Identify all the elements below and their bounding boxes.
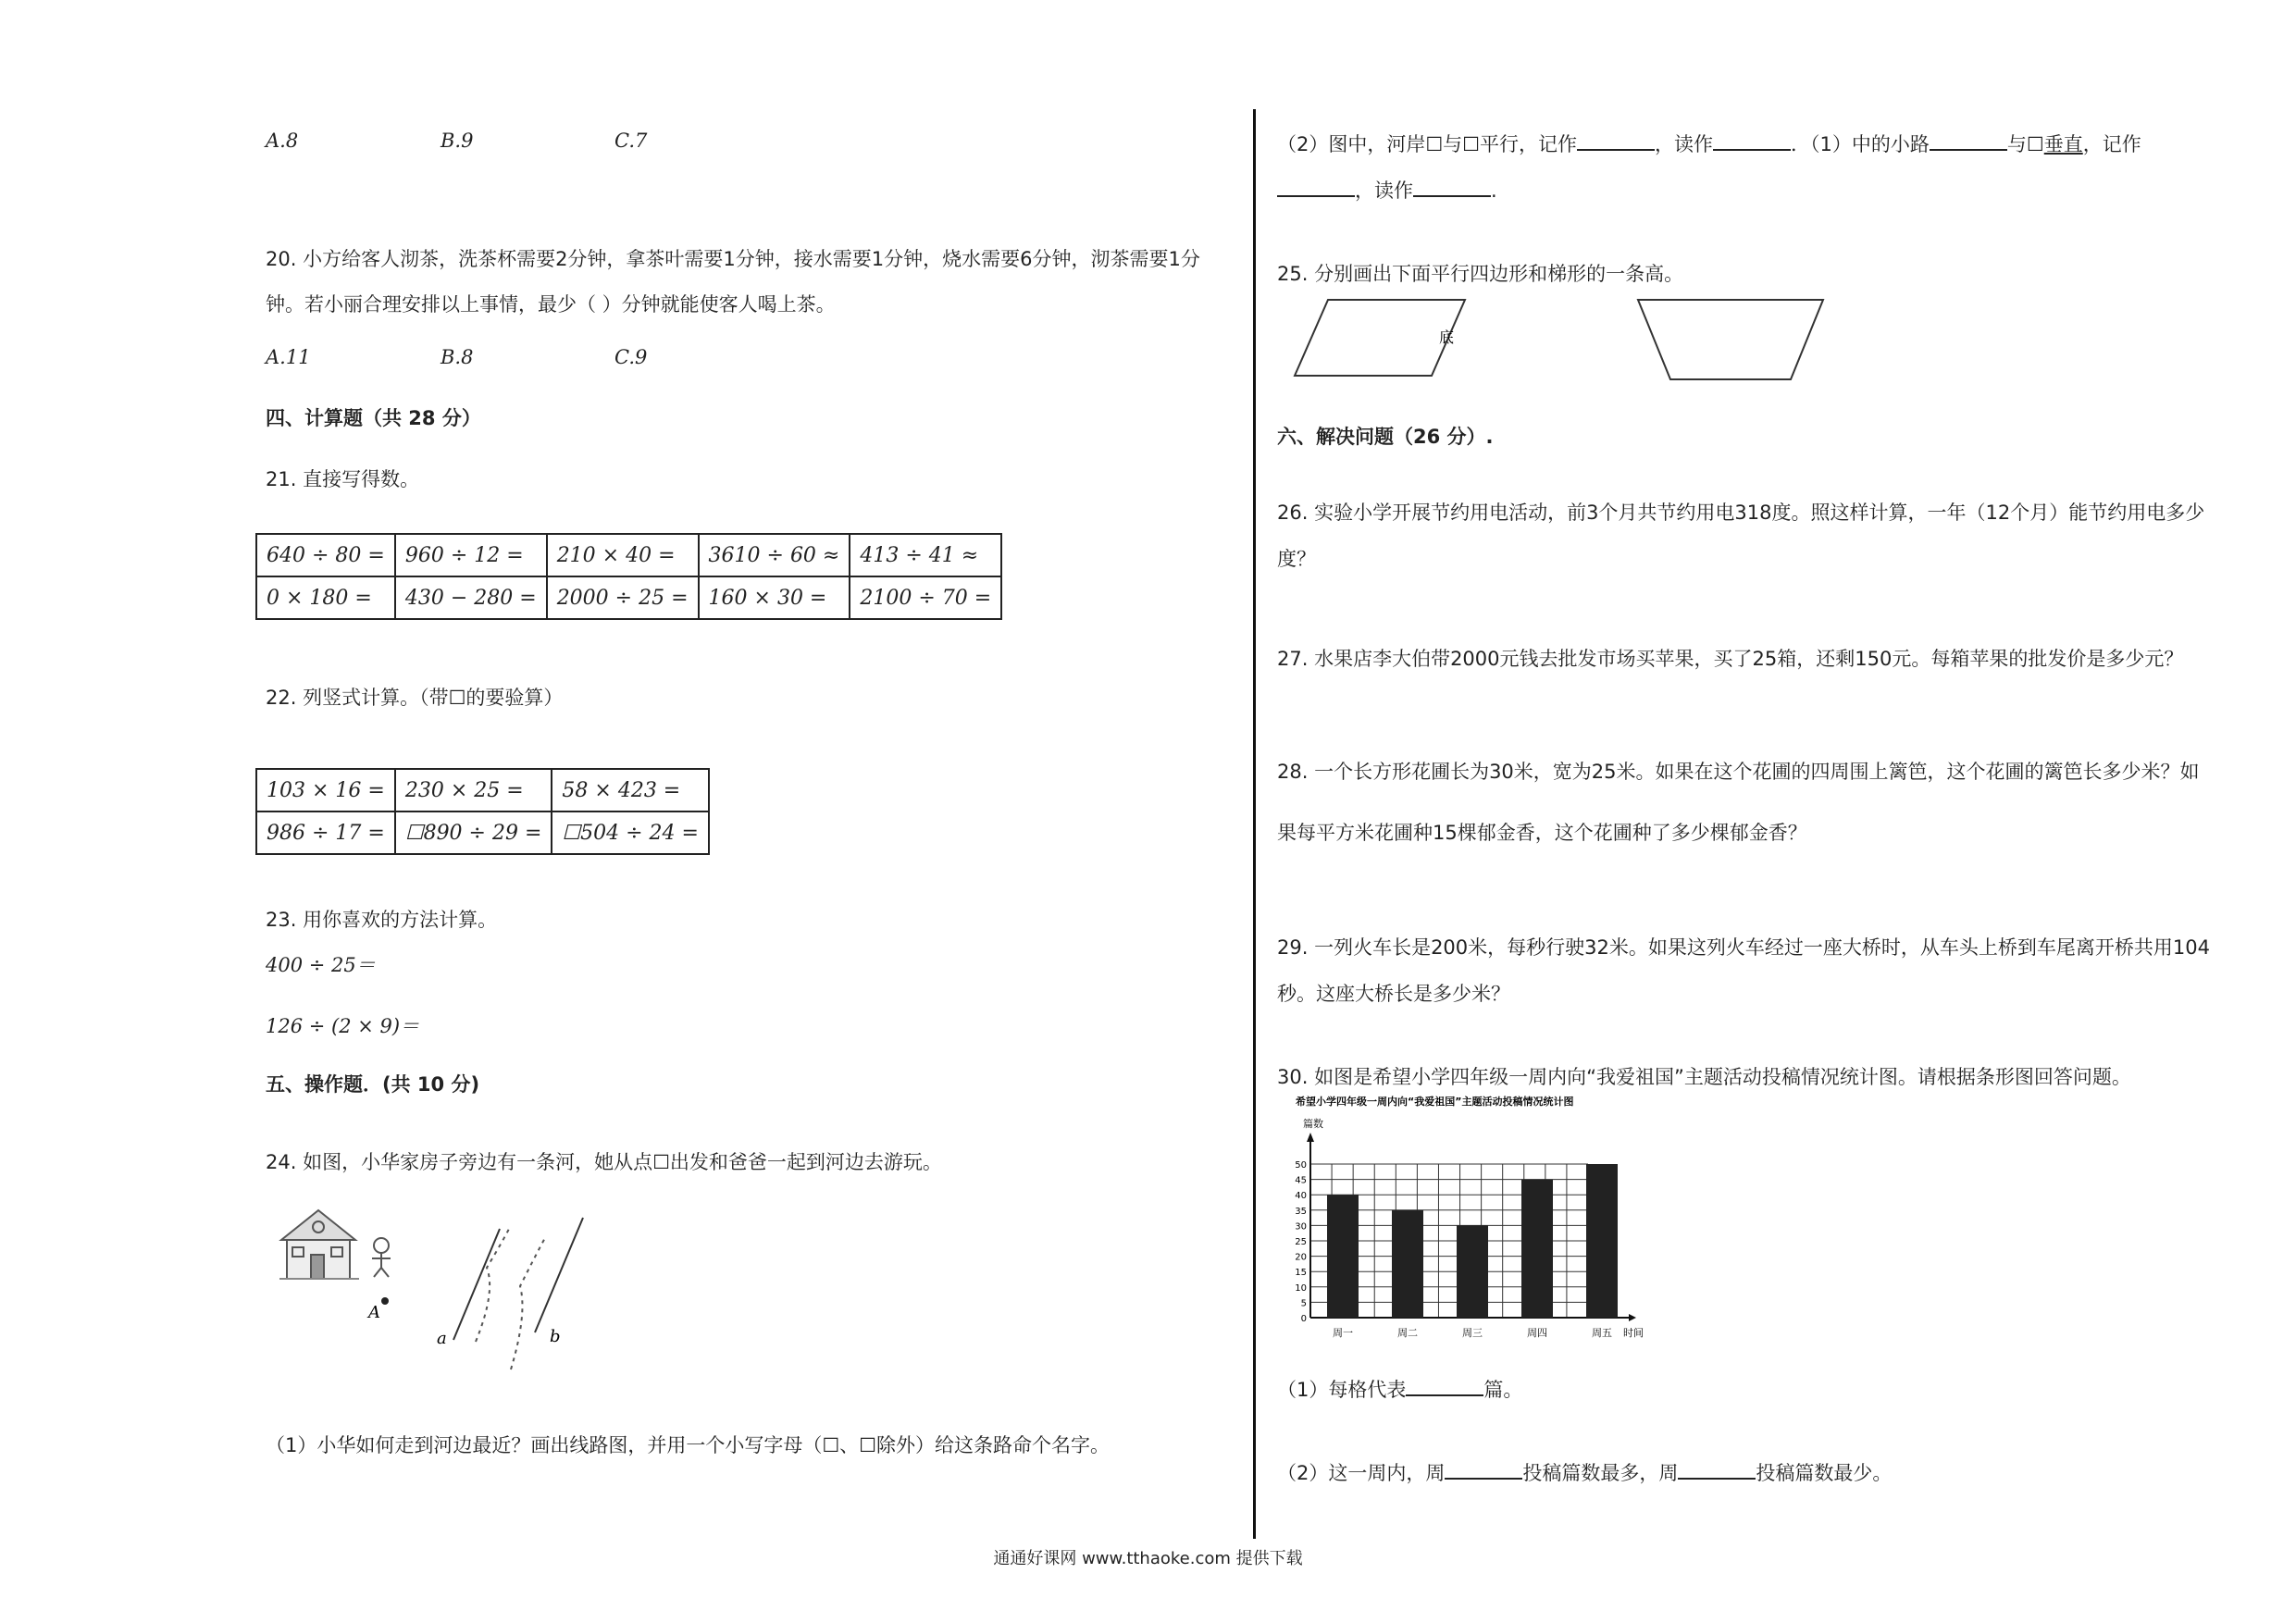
chart-ytick-label: 25 bbox=[1295, 1237, 1307, 1247]
chart-bar bbox=[1392, 1210, 1423, 1318]
base-label: 底 bbox=[1439, 328, 1455, 346]
q25-text: 25. 分别画出下面平行四边形和梯形的一条高。 bbox=[1277, 263, 1684, 285]
q25-shapes-figure bbox=[1291, 294, 1837, 387]
q29-text-line1: 29. 一列火车长是200米，每秒行驶32米。如果这列火车经过一座大桥时，从车头上桥到车尾离开桥共用104 bbox=[1277, 936, 2210, 959]
chart-xtick-label: 周二 bbox=[1397, 1327, 1418, 1339]
q28-text-line1: 28. 一个长方形花圃长为30米，宽为25米。如果在这个花圃的四周围上篱笆，这个花圃的篱笆长多少米？如 bbox=[1277, 761, 2200, 783]
q30-sub1-part: （1）每格代表 bbox=[1277, 1379, 1407, 1401]
q24-sub2-part: ．（1）中的小路 bbox=[1791, 133, 1930, 155]
answer-blank[interactable] bbox=[1678, 1478, 1756, 1480]
q21-cell: 0 × 180 = bbox=[256, 576, 395, 619]
chart-ylabel: 篇数 bbox=[1303, 1118, 1323, 1130]
table-row bbox=[256, 812, 709, 854]
chart-bar bbox=[1586, 1164, 1618, 1318]
answer-blank[interactable] bbox=[1930, 149, 2007, 151]
q22-cell: 58 × 423 = bbox=[552, 769, 709, 812]
page-footer: 通通好课网 www.tthaoke.com 提供下载 bbox=[993, 1549, 1303, 1568]
q24-river-figure bbox=[278, 1203, 592, 1388]
table-row bbox=[256, 534, 1001, 576]
q27-text: 27. 水果店李大伯带2000元钱去批发市场买苹果，买了25箱，还剩150元。每箱苹果的批发价是多少元？ bbox=[1277, 648, 2184, 670]
chart-ytick-label: 35 bbox=[1295, 1206, 1307, 1217]
q26-text-line1: 26. 实验小学开展节约用电活动，前3个月共节约用电318度。照这样计算，一年（12个月）能节约用电多少 bbox=[1277, 502, 2205, 524]
q24-sub2-underlined: 垂直 bbox=[2043, 133, 2083, 155]
answer-blank[interactable] bbox=[1445, 1478, 1522, 1480]
q26-text-line2: 度？ bbox=[1277, 548, 1316, 570]
answer-blank[interactable] bbox=[1277, 195, 1355, 197]
point-a-label: A bbox=[368, 1303, 380, 1322]
riverbank-a-label: a bbox=[437, 1329, 447, 1348]
q21-cell: 413 ÷ 41 ≈ bbox=[850, 534, 1001, 576]
q29-text-line2: 秒。这座大桥长是多少米？ bbox=[1277, 983, 1510, 1005]
q22-text: 22. 列竖式计算。（带☐的要验算） bbox=[266, 687, 564, 709]
chart-x-axis-arrow bbox=[1629, 1314, 1636, 1321]
q21-text: 21. 直接写得数。 bbox=[266, 468, 420, 490]
q24-text: 24. 如图，小华家房子旁边有一条河，她从点☐出发和爸爸一起到河边去游玩。 bbox=[266, 1151, 942, 1173]
q21-cell: 2000 ÷ 25 = bbox=[547, 576, 699, 619]
river-water bbox=[511, 1236, 546, 1369]
q30-sub1-part: 篇。 bbox=[1483, 1379, 1523, 1401]
chart-ytick-label: 5 bbox=[1300, 1298, 1307, 1309]
chart-xtick-label: 周一 bbox=[1333, 1327, 1353, 1339]
q22-cell: 986 ÷ 17 = bbox=[256, 812, 395, 854]
riverbank-b-label: b bbox=[550, 1327, 561, 1346]
q20-option-a: A.11 bbox=[266, 346, 311, 368]
house-icon bbox=[279, 1210, 359, 1279]
q23-text: 23. 用你喜欢的方法计算。 bbox=[266, 909, 498, 931]
chart-bar bbox=[1521, 1180, 1553, 1318]
chart-ytick-label: 20 bbox=[1295, 1252, 1307, 1263]
answer-blank[interactable] bbox=[1413, 195, 1491, 197]
chart-bar bbox=[1457, 1225, 1488, 1318]
q24-sub2-part: . bbox=[1491, 180, 1497, 202]
q22-cell: ☐890 ÷ 29 = bbox=[395, 812, 552, 854]
q21-table bbox=[255, 533, 1002, 620]
q24-sub2-part: ，记作 bbox=[2082, 133, 2141, 155]
riverbank-b bbox=[535, 1218, 583, 1332]
q30-sub2-part: （2）这一周内，周 bbox=[1277, 1462, 1446, 1484]
q20-option-b: B.8 bbox=[441, 346, 474, 368]
q19-option-a: A.8 bbox=[266, 130, 299, 152]
q23-expression-2: 126 ÷ (2 × 9)＝ bbox=[266, 1015, 420, 1037]
q24-sub2-part: 与☐ bbox=[2006, 133, 2044, 155]
q22-table bbox=[255, 768, 710, 855]
chart-ytick-label: 30 bbox=[1295, 1221, 1307, 1233]
q21-cell: 160 × 30 = bbox=[699, 576, 850, 619]
chart-ytick-label: 10 bbox=[1295, 1282, 1307, 1294]
q21-cell: 2100 ÷ 70 = bbox=[850, 576, 1001, 619]
table-row bbox=[256, 576, 1001, 619]
q24-sub2-part: ，读作 bbox=[1355, 180, 1413, 202]
q24-sub2-part: ，读作 bbox=[1655, 133, 1714, 155]
q19-option-c: C.7 bbox=[614, 130, 648, 152]
chart-ytick-label: 50 bbox=[1295, 1160, 1307, 1171]
q30-text: 30. 如图是希望小学四年级一周内向“我爱祖国”主题活动投稿情况统计图。请根据条形图回答问题。 bbox=[1277, 1066, 2131, 1088]
q22-cell: ☐504 ÷ 24 = bbox=[552, 812, 709, 854]
q21-cell: 640 ÷ 80 = bbox=[256, 534, 395, 576]
chart-title: 希望小学四年级一周内向“我爱祖国”主题活动投稿情况统计图 bbox=[1296, 1096, 1574, 1108]
q30-sub2 bbox=[1277, 1458, 1892, 1486]
table-row bbox=[256, 769, 709, 812]
section-5-heading: 五、操作题．(共 10 分) bbox=[266, 1073, 480, 1096]
q22-cell: 103 × 16 = bbox=[256, 769, 395, 812]
point-a bbox=[381, 1297, 389, 1305]
q21-cell: 430 − 280 = bbox=[395, 576, 547, 619]
q24-sub2-part: （2）图中，河岸☐与☐平行，记作 bbox=[1277, 133, 1578, 155]
q30-sub2-part: 投稿篇数最多，周 bbox=[1522, 1462, 1679, 1484]
trapezoid-shape bbox=[1638, 300, 1823, 379]
q24-sub1-text: （1）小华如何走到河边最近？画出线路图，并用一个小写字母（☐、☐除外）给这条路命个名字。 bbox=[266, 1434, 1111, 1456]
q21-cell: 960 ÷ 12 = bbox=[395, 534, 547, 576]
riverbank-a bbox=[453, 1229, 500, 1340]
section-6-heading: 六、解决问题（26 分）. bbox=[1277, 426, 1494, 448]
answer-blank[interactable] bbox=[1713, 149, 1791, 151]
chart-ytick-label: 15 bbox=[1295, 1268, 1307, 1279]
chart-xtick-label: 周三 bbox=[1462, 1327, 1483, 1339]
q20-text-line2: 钟。若小丽合理安排以上事情，最少（ ）分钟就能使客人喝上茶。 bbox=[266, 293, 836, 316]
q20-text-line1: 20. 小方给客人沏茶，洗茶杯需要2分钟，拿茶叶需要1分钟，接水需要1分钟，烧水需要6分钟，沏茶需要1分 bbox=[266, 248, 1200, 270]
column-divider bbox=[1253, 109, 1256, 1539]
chart-xlabel: 时间 bbox=[1623, 1327, 1644, 1339]
chart-ytick-label: 45 bbox=[1295, 1175, 1307, 1186]
chart-xtick-label: 周五 bbox=[1592, 1327, 1612, 1339]
q30-sub2-part: 投稿篇数最少。 bbox=[1756, 1462, 1893, 1484]
q22-cell: 230 × 25 = bbox=[395, 769, 552, 812]
chart-xtick-label: 周四 bbox=[1527, 1327, 1547, 1339]
chart-bar bbox=[1327, 1195, 1359, 1318]
q28-text-line2: 果每平方米花圃种15棵郁金香，这个花圃种了多少棵郁金香？ bbox=[1277, 822, 1807, 844]
q19-option-b: B.9 bbox=[441, 130, 474, 152]
section-4-heading: 四、计算题（共 28 分） bbox=[266, 407, 481, 429]
chart-ytick-label: 40 bbox=[1295, 1191, 1307, 1202]
q21-cell: 210 × 40 = bbox=[547, 534, 699, 576]
q23-expression-1: 400 ÷ 25＝ bbox=[266, 954, 376, 976]
q20-option-c: C.9 bbox=[614, 346, 648, 368]
q24-sub2-line2 bbox=[1277, 176, 1497, 204]
chart-y-axis-arrow bbox=[1307, 1133, 1314, 1142]
q24-sub2-line1 bbox=[1277, 130, 2141, 157]
child-icon bbox=[372, 1238, 391, 1277]
answer-blank[interactable] bbox=[1406, 1394, 1483, 1396]
q30-sub1 bbox=[1277, 1375, 1522, 1403]
q21-cell: 3610 ÷ 60 ≈ bbox=[699, 534, 850, 576]
chart-ytick-label: 0 bbox=[1300, 1314, 1307, 1324]
q30-bar-chart bbox=[1286, 1090, 1675, 1351]
answer-blank[interactable] bbox=[1577, 149, 1655, 151]
